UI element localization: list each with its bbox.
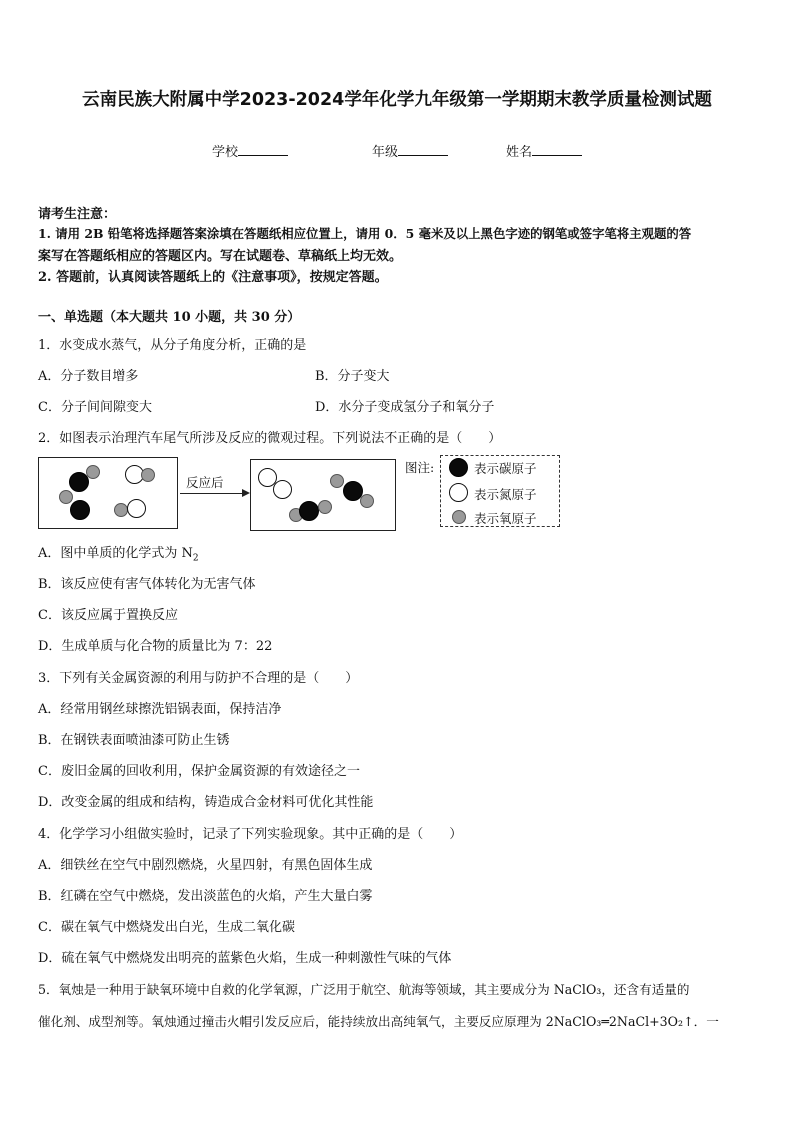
legend-oxygen-label: 表示氧原子	[474, 511, 537, 526]
q4-option-b: B．红磷在空气中燃烧，发出淡蓝色的火焰，产生大量白雾	[38, 889, 373, 904]
exam-title: 云南民族大附属中学2023-2024学年化学九年级第一学期期末教学质量检测试题	[82, 90, 712, 110]
q2-stem: 2．如图表示治理汽车尾气所涉及反应的微观过程。下列说法不正确的是（ ）	[38, 431, 502, 446]
oxygen-atom	[330, 474, 344, 488]
notice-item-1-line-1: 1. 请用 2B 铅笔将选择题答案涂填在答题纸相应位置上，请用 0．5 毫米及以上黑色字迹的钢笔或签字笔将主观题的答	[38, 226, 692, 241]
q2-option-a-text: A．图中单质的化学式为 N	[38, 546, 193, 561]
carbon-atom	[69, 472, 89, 492]
oxygen-atom	[360, 494, 374, 508]
oxygen-atom	[59, 490, 73, 504]
q4-option-a: A．细铁丝在空气中剧烈燃烧，火星四射，有黑色固体生成	[38, 858, 373, 873]
arrow-label: 反应后	[186, 475, 224, 490]
carbon-atom	[70, 500, 90, 520]
legend-carbon-label: 表示碳原子	[474, 461, 537, 476]
oxygen-atom	[114, 503, 128, 517]
q3-option-a: A．经常用钢丝球擦洗铝锅表面，保持洁净	[38, 702, 282, 717]
notice-item-1-line-2: 案写在答题纸相应的答题区内。写在试题卷、草稿纸上均无效。	[38, 249, 403, 264]
q2-option-a	[38, 542, 199, 564]
legend-nitrogen-label: 表示氮原子	[474, 487, 537, 502]
carbon-atom	[299, 501, 319, 521]
legend-carbon-icon	[449, 458, 468, 477]
q1-option-b: B．分子变大	[315, 369, 390, 384]
name-label: 姓名	[506, 145, 533, 160]
q3-option-d: D．改变金属的组成和结构，铸造成合金材料可优化其性能	[38, 795, 374, 810]
nitrogen-atom	[127, 499, 146, 518]
grade-label: 年级	[372, 145, 399, 160]
name-blank	[532, 143, 582, 156]
q4-option-d: D．硫在氧气中燃烧发出明亮的蓝紫色火焰，生成一种刺激性气味的气体	[38, 951, 452, 966]
q1-stem: 1．水变成水蒸气，从分子角度分析，正确的是	[38, 338, 307, 353]
notice-heading: 请考生注意：	[38, 207, 117, 222]
q2-option-b: B．该反应使有害气体转化为无害气体	[38, 577, 256, 592]
school-label: 学校	[212, 145, 239, 160]
q1-option-a: A．分子数目增多	[38, 369, 139, 384]
legend-title: 图注:	[405, 460, 435, 475]
grade-blank	[398, 143, 448, 156]
q2-option-a-subscript: 2	[192, 553, 199, 564]
q4-option-c: C．碳在氧气中燃烧发出白光，生成二氧化碳	[38, 920, 295, 935]
notice-item-2: 2. 答题前，认真阅读答题纸上的《注意事项》，按规定答题。	[38, 270, 388, 285]
q2-option-c: C．该反应属于置换反应	[38, 608, 178, 623]
q3-option-c: C．废旧金属的回收利用，保护金属资源的有效途径之一	[38, 764, 360, 779]
nitrogen-atom	[273, 480, 292, 499]
q5-line-2: 催化剂、成型剂等。氧烛通过撞击火帽引发反应后，能持续放出高纯氧气，主要反应原理为 2NaClO₃═2NaCl+3O₂↑．一	[38, 1014, 719, 1029]
section-heading: 一、单选题（本大题共 10 小题，共 30 分）	[38, 310, 301, 325]
q4-stem: 4．化学学习小组做实验时，记录了下列实验现象。其中正确的是（ ）	[38, 827, 463, 842]
school-blank	[238, 143, 288, 156]
q5-line-1: 5．氧烛是一种用于缺氧环境中自救的化学氧源，广泛用于航空、航海等领域，其主要成分为 NaClO₃，还含有适量的	[38, 982, 690, 997]
school-field	[212, 141, 288, 160]
q3-option-b: B．在钢铁表面喷油漆可防止生锈	[38, 733, 230, 748]
oxygen-atom	[141, 468, 155, 482]
q2-option-d: D．生成单质与化合物的质量比为 7：22	[38, 639, 273, 654]
legend-nitrogen-icon	[449, 483, 468, 502]
legend-oxygen-icon	[452, 510, 466, 524]
q1-option-d: D．水分子变成氢分子和氧分子	[315, 400, 495, 415]
grade-field	[372, 141, 448, 160]
reaction-arrow	[180, 493, 246, 494]
q1-option-c: C．分子间间隙变大	[38, 400, 152, 415]
oxygen-atom	[318, 500, 332, 514]
q3-stem: 3．下列有关金属资源的利用与防护不合理的是（ ）	[38, 671, 359, 686]
name-field	[506, 141, 582, 160]
arrow-head-icon	[242, 489, 250, 497]
